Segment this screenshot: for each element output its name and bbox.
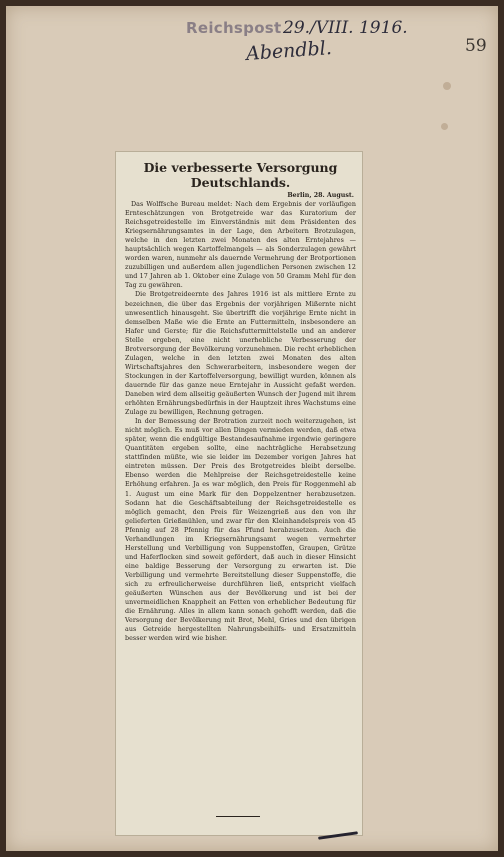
article-paragraph: Das Wolffsche Bureau meldet: Nach dem Ergebnis der vorläufigen Ernteschätzungen von Brotgetreide war das Kuratorium der Reichsgetreidestelle im Einverständnis mit dem Präsidenten des Kriegsernährungsamtes in der Lage, den Arbeitern Brotzulagen, welche in den letzten zwei Monaten des alten Erntejahres — hauptsächlich wegen Kartoffelmangels — als Sonderzulagen gewährt worden waren, nunmehr als dauernde Vermehrung der Brotportionen zuzubilligen und außerdem allen jugendlichen Personen zwischen 12 und 17 Jahren ab 1. Oktober eine Zulage von 50 Gramm Mehl für den Tag zu gewähren. xyxy=(125,201,356,290)
article-headline: Die verbesserte Versorgung Deutschlands. xyxy=(143,160,338,190)
archive-sheet xyxy=(6,6,498,851)
handwritten-note: Abendbl. xyxy=(245,37,333,65)
stain-mark xyxy=(441,123,448,130)
newspaper-clipping xyxy=(115,151,363,836)
end-rule xyxy=(216,816,260,817)
handwritten-date: 29./VIII. 1916. xyxy=(283,18,408,38)
newspaper-stamp: Reichspost xyxy=(186,19,282,37)
article-paragraph: Die Brotgetreideernte des Jahres 1916 ist als mittlere Ernte zu bezeichnen, die über das Ergebnis der vorjährigen Mißernte nicht unwesentlich hinausgeht. Sie übertrifft die vorjährige Ernte nicht in demselben Maße wie die Ernte an Futtermitteln, insbesondere an Hafer und Gerste; für die Reichsfuttermittelstelle und an anderer Stelle ergeben, eine nicht unerhebliche Verbesserung der Brotversorgung der Bevölkerung vorzunehmen. Die recht erheblichen Zulagen, welche in den letzten zwei Monaten des alten Wirtschaftsjahres den Schwerarbeitern, insbesondere wegen der Stockungen in der Kartoffelversorgung, bewilligt wurden, können als dauernde für das ganze neue Erntejahr in Aussicht gefaßt werden. Daneben wird dem allseitig geäußerten Wunsch der Jugend mit ihrem erhöhten Ernährungsbedürfnis in der Hauptzeit ihres Wachstums eine Zulage zu bewilligen, Rechnung getragen. xyxy=(125,291,356,417)
page-number: 59 xyxy=(465,36,487,56)
article-paragraph: In der Bemessung der Brotration zurzeit noch weiterzugehen, ist nicht möglich. Es muß vor allen Dingen vermieden werden, daß etwa später, wenn die endgültige Bestandesaufnahme irgendwie geringere Quantitäten ergeben sollte, eine nachträgliche Herabsetzung stattfinden müßte, wie sie leider im Dezember vorigen Jahres hat eintreten müssen. Der Preis des Brotgetreides bleibt derselbe. Ebenso werden die Mehlpreise der Reichsgetreidestelle keine Erhöhung erfahren. Ja es war möglich, den Preis für Roggenmehl ab 1. August um eine Mark für den Doppelzentner herabzusetzen. Sodann hat die Geschäftsabteilung der Reichsgetreidestelle es möglich gemacht, den Preis für Weizengrieß aus den von ihr gelieferten Grießmühlen, und zwar für den Kleinhandelspreis von 45 Pfennig auf 28 Pfennig für das Pfund herabzusetzen. Auch die Verhandlungen im Kriegsernährungsamt wegen vermehrter Herstellung und Verbilligung von Suppenstoffen, Graupen, Grütze und Haferflocken sind soweit gefördert, daß auch in dieser Hinsicht eine baldige Besserung der Versorgung zu erwarten ist. Die Verbilligung und vermehrte Bereitstellung dieser Suppenstoffe, die sich zu erfreulicherweise durchführen ließ, entspricht vielfach geäußerten Wünschen aus der Bevölkerung und ist bei der unvermeidlichen Knappheit an Fetten von erheblicher Bedeutung für die Ernährung. Alles in allem kann sonach gehofft werden, daß die Versorgung der Bevölkerung mit Brot, Mehl, Gries und den übrigen aus Getreide hergestellten Nahrungsbeihilfs- und Ersatzmitteln besser werden wird wie bisher. xyxy=(125,418,356,643)
stain-mark xyxy=(443,82,451,90)
article-dateline: Berlin, 28. August. xyxy=(287,192,354,199)
